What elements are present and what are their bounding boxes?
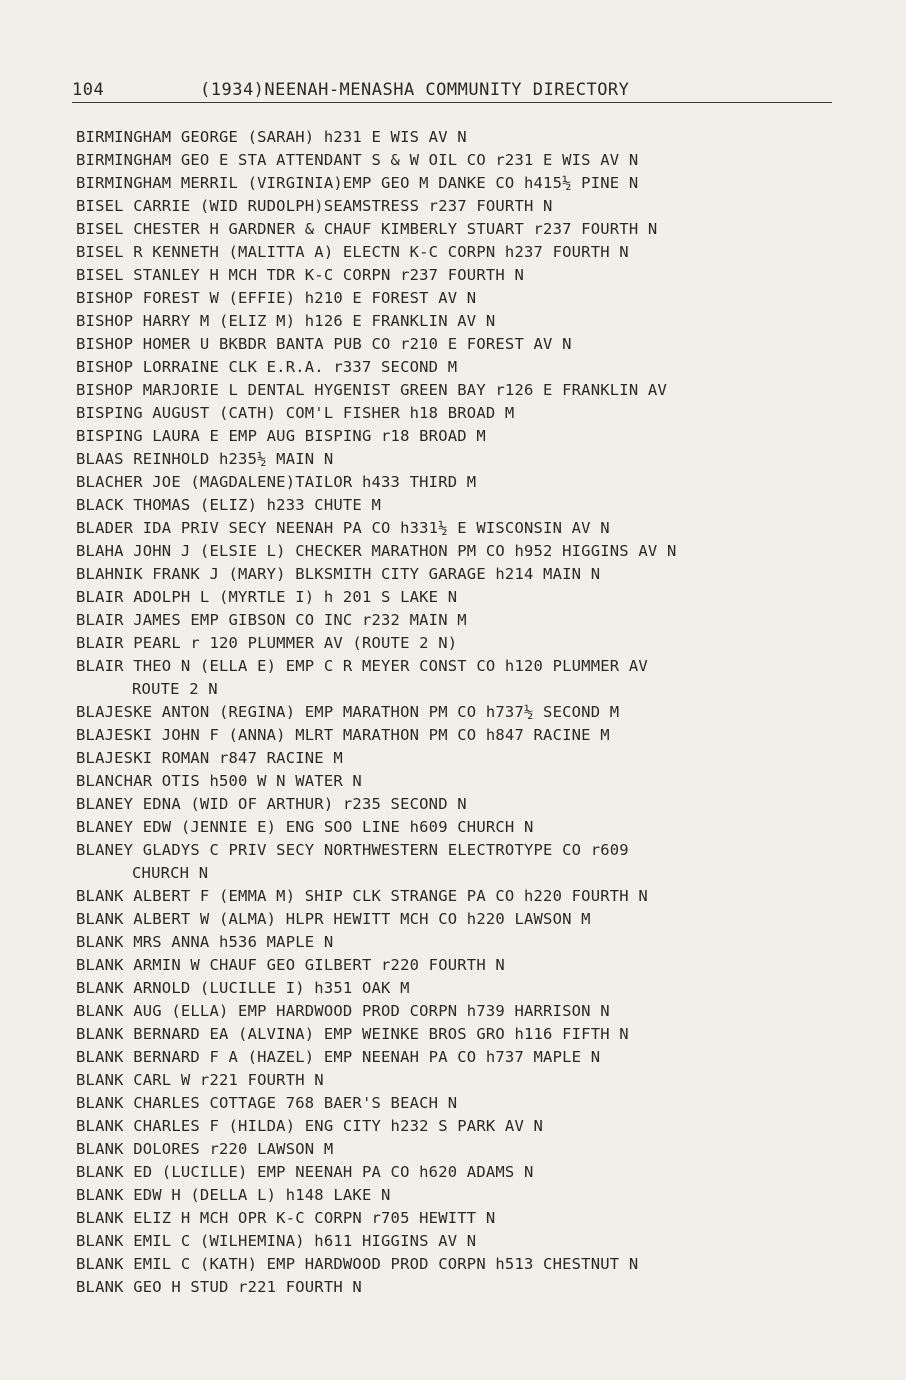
directory-entry: BLACHER JOE (MAGDALENE)TAILOR h433 THIRD M [76, 473, 477, 491]
directory-entry: BLANK EMIL C (KATH) EMP HARDWOOD PROD CORPN h513 CHESTNUT N [76, 1255, 639, 1273]
directory-entry: BIRMINGHAM GEORGE (SARAH) h231 E WIS AV N [76, 128, 467, 146]
directory-entry: BISPING LAURA E EMP AUG BISPING r18 BROAD M [76, 427, 486, 445]
directory-entry: BLAAS REINHOLD h235½ MAIN N [76, 450, 334, 468]
directory-entry: BLAHA JOHN J (ELSIE L) CHECKER MARATHON PM CO h952 HIGGINS AV N [76, 542, 677, 560]
page-header [72, 78, 832, 103]
directory-entry: BLANK CHARLES F (HILDA) ENG CITY h232 S PARK AV N [76, 1117, 544, 1135]
directory-entry: BISHOP LORRAINE CLK E.R.A. r337 SECOND M [76, 358, 458, 376]
directory-entry: BISEL R KENNETH (MALITTA A) ELECTN K-C CORPN h237 FOURTH N [76, 243, 629, 261]
page-number: 104 [72, 80, 105, 100]
directory-entry: BIRMINGHAM MERRIL (VIRGINIA)EMP GEO M DANKE CO h415½ PINE N [76, 174, 639, 192]
directory-entry: BLANK AUG (ELLA) EMP HARDWOOD PROD CORPN h739 HARRISON N [76, 1002, 610, 1020]
directory-entry: BLANK EMIL C (WILHEMINA) h611 HIGGINS AV N [76, 1232, 477, 1250]
directory-entry: BISHOP HARRY M (ELIZ M) h126 E FRANKLIN AV N [76, 312, 496, 330]
directory-entry: BLAJESKI JOHN F (ANNA) MLRT MARATHON PM CO h847 RACINE M [76, 726, 610, 744]
directory-entry: BISHOP FOREST W (EFFIE) h210 E FOREST AV N [76, 289, 477, 307]
directory-entry: BLAHNIK FRANK J (MARY) BLKSMITH CITY GARAGE h214 MAIN N [76, 565, 601, 583]
directory-entry: BISEL STANLEY H MCH TDR K-C CORPN r237 FOURTH N [76, 266, 524, 284]
directory-entry: BLANEY GLADYS C PRIV SECY NORTHWESTERN ELECTROTYPE CO r609 [76, 841, 629, 859]
directory-entry: BLANK ELIZ H MCH OPR K-C CORPN r705 HEWITT N [76, 1209, 496, 1227]
directory-entry: BLACK THOMAS (ELIZ) h233 CHUTE M [76, 496, 382, 514]
directory-entry: BLANK BERNARD EA (ALVINA) EMP WEINKE BROS GRO h116 FIFTH N [76, 1025, 629, 1043]
directory-entry: BISHOP MARJORIE L DENTAL HYGENIST GREEN BAY r126 E FRANKLIN AV [76, 381, 667, 399]
directory-entry: BLAIR ADOLPH L (MYRTLE I) h 201 S LAKE N [76, 588, 458, 606]
directory-entry: BLANK GEO H STUD r221 FOURTH N [76, 1278, 362, 1296]
directory-entry: BLAJESKE ANTON (REGINA) EMP MARATHON PM CO h737½ SECOND M [76, 703, 620, 721]
directory-entry: BLANK BERNARD F A (HAZEL) EMP NEENAH PA CO h737 MAPLE N [76, 1048, 601, 1066]
directory-entry: BLANK ED (LUCILLE) EMP NEENAH PA CO h620 ADAMS N [76, 1163, 534, 1181]
directory-entry: BLANK EDW H (DELLA L) h148 LAKE N [76, 1186, 391, 1204]
directory-entry: BLANEY EDNA (WID OF ARTHUR) r235 SECOND N [76, 795, 467, 813]
directory-entry: BLANEY EDW (JENNIE E) ENG SOO LINE h609 CHURCH N [76, 818, 534, 836]
directory-entry: BLANK ARNOLD (LUCILLE I) h351 OAK M [76, 979, 410, 997]
directory-entries [76, 126, 876, 1299]
directory-entry: BLANK CHARLES COTTAGE 768 BAER'S BEACH N [76, 1094, 458, 1112]
directory-entry: BLANK ALBERT F (EMMA M) SHIP CLK STRANGE PA CO h220 FOURTH N [76, 887, 648, 905]
directory-entry: BLANK ALBERT W (ALMA) HLPR HEWITT MCH CO h220 LAWSON M [76, 910, 591, 928]
directory-entry: BLANK MRS ANNA h536 MAPLE N [76, 933, 334, 951]
directory-entry: BLAIR JAMES EMP GIBSON CO INC r232 MAIN M [76, 611, 467, 629]
directory-entry: BLANK ARMIN W CHAUF GEO GILBERT r220 FOURTH N [76, 956, 505, 974]
directory-entry: BLANK CARL W r221 FOURTH N [76, 1071, 324, 1089]
directory-entry: ROUTE 2 N [132, 680, 218, 698]
directory-entry: BLADER IDA PRIV SECY NEENAH PA CO h331½ E WISCONSIN AV N [76, 519, 610, 537]
directory-entry: BISEL CHESTER H GARDNER & CHAUF KIMBERLY STUART r237 FOURTH N [76, 220, 658, 238]
directory-entry: CHURCH N [132, 864, 209, 882]
directory-entry: BISEL CARRIE (WID RUDOLPH)SEAMSTRESS r237 FOURTH N [76, 197, 553, 215]
directory-entry: BLANK DOLORES r220 LAWSON M [76, 1140, 334, 1158]
directory-entry: BISHOP HOMER U BKBDR BANTA PUB CO r210 E FOREST AV N [76, 335, 572, 353]
directory-entry: BIRMINGHAM GEO E STA ATTENDANT S & W OIL CO r231 E WIS AV N [76, 151, 639, 169]
directory-entry: BLAIR THEO N (ELLA E) EMP C R MEYER CONST CO h120 PLUMMER AV [76, 657, 648, 675]
directory-entry: BLAJESKI ROMAN r847 RACINE M [76, 749, 343, 767]
directory-entry: BLANCHAR OTIS h500 W N WATER N [76, 772, 362, 790]
directory-entry: BISPING AUGUST (CATH) COM'L FISHER h18 BROAD M [76, 404, 515, 422]
directory-entry: BLAIR PEARL r 120 PLUMMER AV (ROUTE 2 N) [76, 634, 458, 652]
page-title: (1934)NEENAH-MENASHA COMMUNITY DIRECTORY [200, 80, 630, 100]
